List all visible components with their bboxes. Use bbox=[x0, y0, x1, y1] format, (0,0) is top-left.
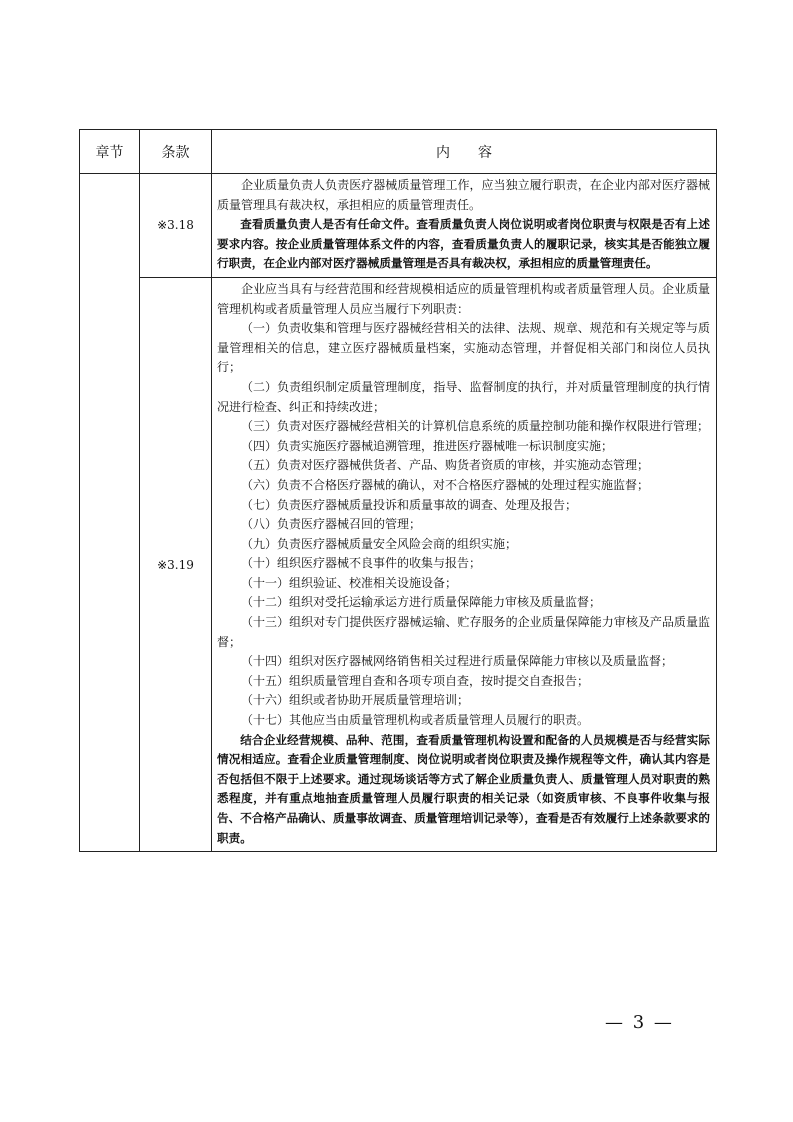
requirement-paragraph: （九）负责医疗器械质量安全风险会商的组织实施； bbox=[241, 536, 518, 551]
requirement-paragraph: （十七）其他应当由质量管理机构或者质量管理人员履行的职责。 bbox=[241, 713, 590, 728]
requirement-paragraph: （十四）组织对医疗器械网络销售相关过程进行质量保障能力审核以及质量监督； bbox=[241, 654, 674, 669]
requirement-paragraph: 企业应当具有与经营范围和经营规模相适应的质量管理机构或者质量管理人员。企业质量管理机构或者质量管理人员应当履行下列职责： bbox=[217, 281, 710, 316]
requirement-paragraph: （十）组织医疗器械不良事件的收集与报告； bbox=[241, 556, 482, 571]
inspection-method-paragraph: 结合企业经营规模、品种、范围，查看质量管理机构设置和配备的人员规模是否与经营实际情况相适应。查看企业质量管理制度、岗位说明或者岗位职责及操作规程等文件，确认其内容是否包括但不限于上述要求。通过现场谈话等方式了解企业质量负责人、质量管理人员对职责的熟悉程度，并有重点地抽查质量管理人员履行职责的相关记录（如资质审核、不良事件收集与报告、不合格产品确认、质量事故调查、质量管理培训记录等），查看是否有效履行上述条款要求的职责。 bbox=[217, 732, 710, 845]
requirement-paragraph: （十二）组织对受托运输承运方进行质量保障能力审核及质量监督； bbox=[241, 595, 602, 610]
clause-content bbox=[212, 277, 717, 851]
inspection-method-paragraph: 查看质量负责人是否有任命文件。查看质量负责人岗位说明或者岗位职责与权限是否有上述要求内容。按企业质量管理体系文件的内容，查看质量负责人的履职记录，核实其是否能独立履行职责，在企业内部对医疗器械质量管理是否具有裁决权，承担相应的质量管理责任。 bbox=[217, 217, 710, 271]
requirement-paragraph: （八）负责医疗器械召回的管理； bbox=[241, 517, 422, 532]
clause-number: ※3.19 bbox=[140, 277, 212, 851]
requirement-paragraph: （二）负责组织制定质量管理制度，指导、监督制度的执行，并对质量管理制度的执行情况进行检查、纠正和持续改进； bbox=[217, 379, 710, 414]
requirement-paragraph: （四）负责实施医疗器械追溯管理，推进医疗器械唯一标识制度实施； bbox=[241, 438, 614, 453]
requirement-paragraph: （五）负责对医疗器械供货者、产品、购货者资质的审核，并实施动态管理； bbox=[241, 458, 650, 473]
requirement-paragraph: （七）负责医疗器械质量投诉和质量事故的调查、处理及报告； bbox=[241, 497, 578, 512]
table-row bbox=[80, 277, 717, 851]
header-clause: 条款 bbox=[140, 130, 212, 174]
regulation-table bbox=[79, 129, 717, 852]
clause-content bbox=[212, 174, 717, 278]
requirement-paragraph: （一）负责收集和管理与医疗器械经营相关的法律、法规、规章、规范和有关规定等与质量管理相关的信息，建立医疗器械质量档案，实施动态管理，并督促相关部门和岗位人员执行； bbox=[217, 321, 710, 375]
page-number: — 3 — bbox=[605, 1012, 674, 1033]
requirement-paragraph: （十三）组织对专门提供医疗器械运输、贮存服务的企业质量保障能力审核及产品质量监督； bbox=[217, 615, 710, 649]
requirement-paragraph: （十一）组织验证、校准相关设施设备； bbox=[241, 575, 458, 590]
table-row bbox=[80, 174, 717, 278]
requirement-paragraph: （三）负责对医疗器械经营相关的计算机信息系统的质量控制功能和操作权限进行管理； bbox=[241, 419, 710, 434]
chapter-cell bbox=[80, 174, 140, 852]
requirement-paragraph: （六）负责不合格医疗器械的确认，对不合格医疗器械的处理过程实施监督； bbox=[241, 477, 650, 492]
header-content: 内 容 bbox=[212, 130, 717, 174]
requirement-paragraph: （十五）组织质量管理自查和各项专项自查，按时提交自查报告； bbox=[241, 673, 590, 688]
clause-number: ※3.18 bbox=[140, 174, 212, 278]
table-header-row bbox=[80, 130, 717, 174]
requirement-paragraph: 企业质量负责人负责医疗器械质量管理工作，应当独立履行职责，在企业内部对医疗器械质量管理具有裁决权，承担相应的质量管理责任。 bbox=[217, 178, 710, 212]
requirement-paragraph: （十六）组织或者协助开展质量管理培训； bbox=[241, 693, 470, 708]
table-body bbox=[80, 174, 717, 852]
header-chapter: 章节 bbox=[80, 130, 140, 174]
